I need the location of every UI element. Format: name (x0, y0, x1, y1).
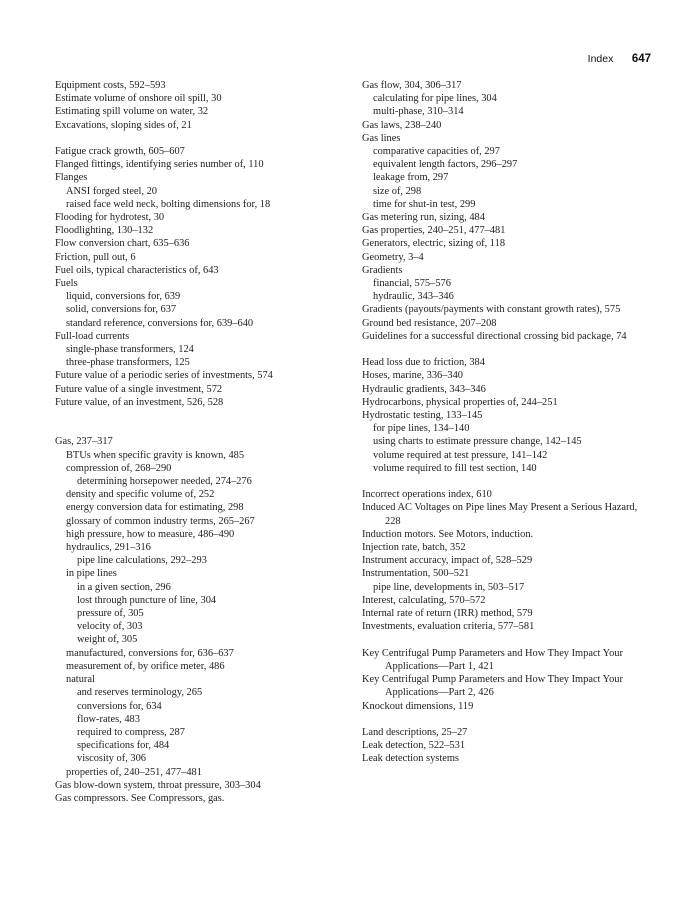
running-header (588, 49, 651, 67)
index-subentry: size of, 298 (373, 185, 422, 197)
index-subentry: raised face weld neck, bolting dimensions for, 18 (66, 198, 271, 210)
index-entry: Land descriptions, 25–27 (362, 726, 468, 738)
index-entry: Incorrect operations index, 610 (362, 489, 492, 501)
index-entry: Injection rate, batch, 352 (362, 542, 466, 554)
index-entry: Full-load currents (55, 330, 130, 342)
index-subentry: hydraulics, 291–316 (66, 542, 151, 554)
index-subentry: density and specific volume of, 252 (66, 489, 215, 501)
index-entry: Gas properties, 240–251, 477–481 (362, 225, 506, 237)
index-entry: Flow conversion chart, 635–636 (55, 238, 190, 250)
index-subentry: multi-phase, 310–314 (373, 106, 464, 118)
section-gap (55, 409, 355, 422)
index-entry: Geometry, 3–4 (362, 251, 424, 263)
index-entry: Gas blow-down system, throat pressure, 303–304 (55, 779, 261, 791)
index-subentry: standard reference, conversions for, 639–640 (66, 317, 254, 329)
index-subentry: equivalent length factors, 296–297 (373, 159, 518, 171)
index-entry: Estimating spill volume on water, 32 (55, 106, 209, 118)
index-entry: Gas laws, 238–240 (362, 119, 442, 131)
index-entry: Key Centrifugal Pump Parameters and How They Impact Your Applications—Part 1, 421 (362, 647, 623, 672)
index-entry: Leak detection, 522–531 (362, 740, 466, 752)
index-entry: Induced AC Voltages on Pipe lines May Present a Serious Hazard, 228 (362, 502, 638, 527)
index-entry: Head loss due to friction, 384 (362, 357, 485, 369)
index-entry: Fuel oils, typical characteristics of, 643 (55, 264, 219, 276)
index-entry: Gradients (362, 264, 403, 276)
index-subentry: specifications for, 484 (77, 740, 170, 752)
header-label: Index (587, 53, 614, 65)
index-entry: Fuels (55, 278, 78, 290)
index-entry: Fatigue crack growth, 605–607 (55, 146, 185, 157)
index-subentry: lost through puncture of line, 304 (77, 594, 217, 606)
index-subentry: hydraulic, 343–346 (373, 291, 454, 303)
index-subentry: manufactured, conversions for, 636–637 (66, 647, 234, 659)
index-entry: Induction motors. See Motors, induction. (362, 528, 534, 540)
index-entry: Instrument accuracy, impact of, 528–529 (362, 555, 533, 567)
index-subentry: high pressure, how to measure, 486–490 (66, 528, 235, 540)
index-subentry: comparative capacities of, 297 (373, 146, 500, 158)
index-entry: Guidelines for a successful directional crossing bid package, 74 (362, 330, 627, 342)
index-subentry: three-phase transformers, 125 (66, 357, 190, 369)
index-entry: Hoses, marine, 336–340 (362, 370, 464, 382)
index-entry: Gradients (payouts/payments with constant growth rates), 575 (362, 304, 621, 316)
section-gap (362, 713, 652, 726)
index-subentry: required to compress, 287 (77, 726, 185, 738)
index-subentry: volume required at test pressure, 141–142 (373, 449, 548, 461)
index-subentry: liquid, conversions for, 639 (66, 291, 181, 303)
index-subentry: financial, 575–576 (373, 278, 451, 290)
page-number: 647 (631, 53, 651, 65)
index-entry: Estimate volume of onshore oil spill, 30 (55, 93, 222, 105)
index-subentry: pressure of, 305 (77, 608, 144, 620)
index-subentry: pipe line, developments in, 503–517 (373, 581, 525, 593)
index-entry: Future value of a single investment, 572 (55, 383, 223, 395)
section-gap (55, 422, 355, 435)
index-entry: Hydrocarbons, physical properties of, 244–251 (362, 396, 558, 408)
section-gap (362, 634, 652, 647)
index-subentry: properties of, 240–251, 477–481 (66, 766, 202, 778)
section-gap (55, 132, 355, 145)
index-entry: Future value of a periodic series of investments, 574 (55, 370, 273, 382)
index-subentry: BTUs when specific gravity is known, 485 (66, 449, 245, 461)
index-entry: Gas lines (362, 132, 401, 144)
index-entry: Gas, 237–317 (55, 436, 113, 448)
index-entry: Gas flow, 304, 306–317 (362, 80, 462, 91)
index-entry: Ground bed resistance, 207–208 (362, 317, 497, 329)
index-entry: Excavations, sloping sides of, 21 (55, 119, 192, 131)
index-subentry: weight of, 305 (77, 634, 138, 646)
index-entry: Instrumentation, 500–521 (362, 568, 470, 580)
index-subentry: for pipe lines, 134–140 (373, 423, 470, 435)
index-subentry: in pipe lines (66, 568, 117, 580)
index-subentry: solid, conversions for, 637 (66, 304, 177, 316)
index-entry: Key Centrifugal Pump Parameters and How They Impact Your Applications—Part 2, 426 (362, 674, 623, 699)
section-gap (362, 475, 652, 488)
index-subentry: leakage from, 297 (373, 172, 449, 184)
index-subentry: in a given section, 296 (77, 581, 171, 593)
index-subentry: ANSI forged steel, 20 (66, 185, 157, 197)
index-entry: Generators, electric, sizing of, 118 (362, 238, 506, 250)
index-column-left (55, 79, 355, 805)
index-subentry: and reserves terminology, 265 (77, 687, 203, 699)
index-entry: Flanges (55, 172, 88, 184)
index-entry: Gas metering run, sizing, 484 (362, 212, 485, 224)
index-entry: Flooding for hydrotest, 30 (55, 212, 165, 224)
index-subentry: single-phase transformers, 124 (66, 344, 194, 356)
index-entry: Knockout dimensions, 119 (362, 700, 474, 712)
index-subentry: volume required to fill test section, 140 (373, 462, 537, 474)
index-entry: Friction, pull out, 6 (55, 251, 136, 263)
index-subentry: viscosity of, 306 (77, 753, 146, 765)
index-entry: Gas compressors. See Compressors, gas. (55, 792, 225, 804)
index-entry: Internal rate of return (IRR) method, 579 (362, 608, 533, 620)
index-subentry: velocity of, 303 (77, 621, 143, 633)
index-subentry: using charts to estimate pressure change, 142–145 (373, 436, 582, 448)
index-subentry: glossary of common industry terms, 265–267 (66, 515, 255, 527)
index-entry: Hydraulic gradients, 343–346 (362, 383, 486, 395)
section-gap (362, 343, 652, 356)
index-subentry: compression of, 268–290 (66, 462, 172, 474)
index-entry: Floodlighting, 130–132 (55, 225, 154, 237)
index-subentry: natural (66, 674, 95, 686)
index-entry: Hydrostatic testing, 133–145 (362, 410, 483, 422)
index-entry: Interest, calculating, 570–572 (362, 594, 486, 606)
index-subentry: calculating for pipe lines, 304 (373, 93, 497, 105)
index-entry: Investments, evaluation criteria, 577–581 (362, 621, 535, 633)
index-subentry: energy conversion data for estimating, 298 (66, 502, 244, 514)
index-entry: Equipment costs, 592–593 (55, 80, 166, 91)
index-subentry: pipe line calculations, 292–293 (77, 555, 207, 567)
index-subentry: conversions for, 634 (77, 700, 162, 712)
index-entry: Flanged fittings, identifying series number of, 110 (55, 159, 264, 171)
index-subentry: flow-rates, 483 (77, 713, 140, 725)
index-subentry: time for shut-in test, 299 (373, 198, 476, 210)
index-entry: Future value, of an investment, 526, 528 (55, 396, 224, 408)
index-subentry: measurement of, by orifice meter, 486 (66, 660, 225, 672)
index-column-right (362, 79, 652, 766)
index-subentry: determining horsepower needed, 274–276 (77, 476, 252, 488)
index-entry: Leak detection systems (362, 753, 459, 765)
